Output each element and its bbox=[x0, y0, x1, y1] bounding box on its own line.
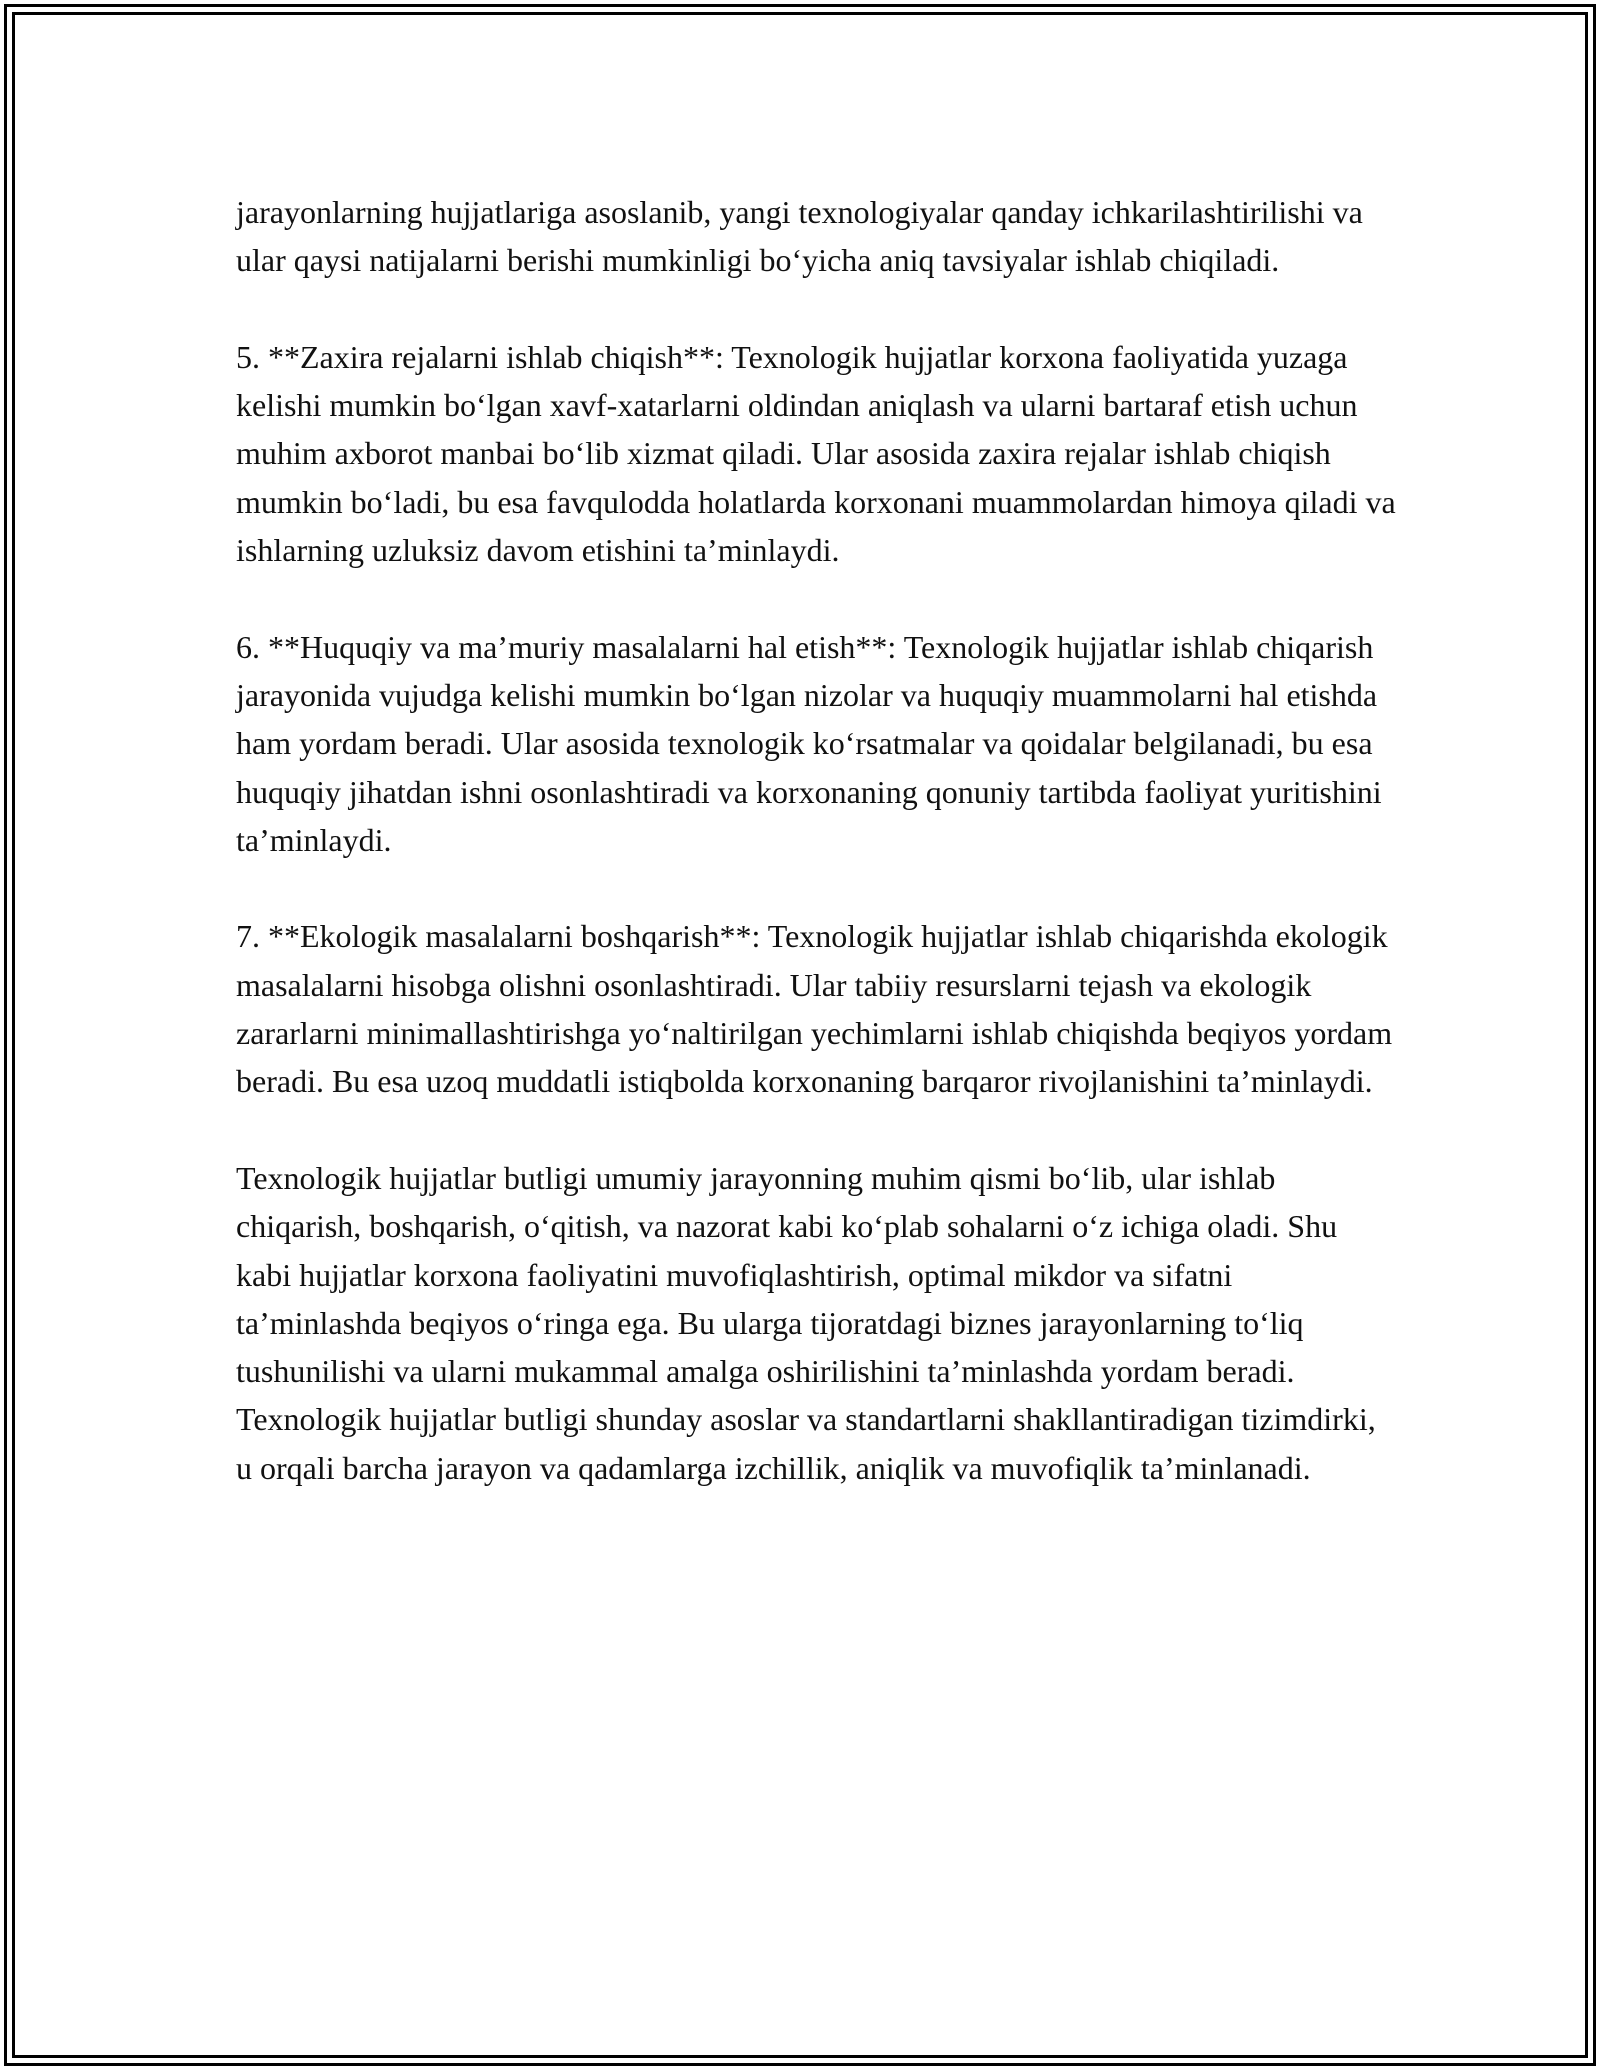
paragraph-conclusion: Texnologik hujjatlar butligi umumiy jarayonning muhim qismi bo‘lib, ular ishlab chiqarish, boshqarish, o‘qitish, va nazorat kabi ko‘plab sohalarni o‘z ichiga oladi. Shu kabi hujjatlar korxona faoliyatini muvofiqlashtirish, optimal mikdor va sifatni ta’minlashda beqiyos o‘ringa ega. Bu ularga tijoratdagi biznes jarayonlarning to‘liq tushunilishi va ularni mukammal amalga oshirilishini ta’minlashda yordam beradi. Texnologik hujjatlar butligi shunday asoslar va standartlarni shakllantiradigan tizimdirki, u orqali barcha jarayon va qadamlarga izchillik, aniqlik va muvofiqlik ta’minlanadi. bbox=[236, 1159, 1376, 1486]
document-body bbox=[236, 188, 1396, 1492]
paragraph-continuation: jarayonlarning hujjatlariga asoslanib, yangi texnologiyalar qanday ichkarilashtirilishi va ular qaysi natijalarni berishi mumkinligi bo‘yicha aniq tavsiyalar ishlab chiqiladi. bbox=[236, 194, 1363, 279]
paragraph-item-5: 5. **Zaxira rejalarni ishlab chiqish**: Texnologik hujjatlar korxona faoliyatida yuzaga kelishi mumkin bo‘lgan xavf-xatarlarni oldindan aniqlash va ularni bartaraf etish uchun muhim axborot manbai bo‘lib xizmat qiladi. Ular asosida zaxira rejalar ishlab chiqish mumkin bo‘ladi, bu esa favqulodda holatlarda korxonani muammolardan himoya qiladi va ishlarning uzluksiz davom etishini ta’minlaydi. bbox=[236, 338, 1396, 569]
paragraph-item-6: 6. **Huquqiy va ma’muriy masalalarni hal etish**: Texnologik hujjatlar ishlab chiqarish jarayonida vujudga kelishi mumkin bo‘lgan nizolar va huquqiy muammolarni hal etishda ham yordam beradi. Ular asosida texnologik ko‘rsatmalar va qoidalar belgilanadi, bu esa huquqiy jihatdan ishni osonlashtiradi va korxonaning qonuniy tartibda faoliyat yuritishini ta’minlaydi. bbox=[236, 628, 1382, 858]
paragraph-item-7: 7. **Ekologik masalalarni boshqarish**: Texnologik hujjatlar ishlab chiqarishda ekologik masalalarni hisobga olishni osonlashtiradi. Ular tabiiy resurslarni tejash va ekologik zararlarni minimallashtirishga yo‘naltirilgan yechimlarni ishlab chiqishda beqiyos yordam beradi. Bu esa uzoq muddatli istiqbolda korxonaning barqaror rivojlanishini ta’minlaydi. bbox=[236, 918, 1393, 1100]
